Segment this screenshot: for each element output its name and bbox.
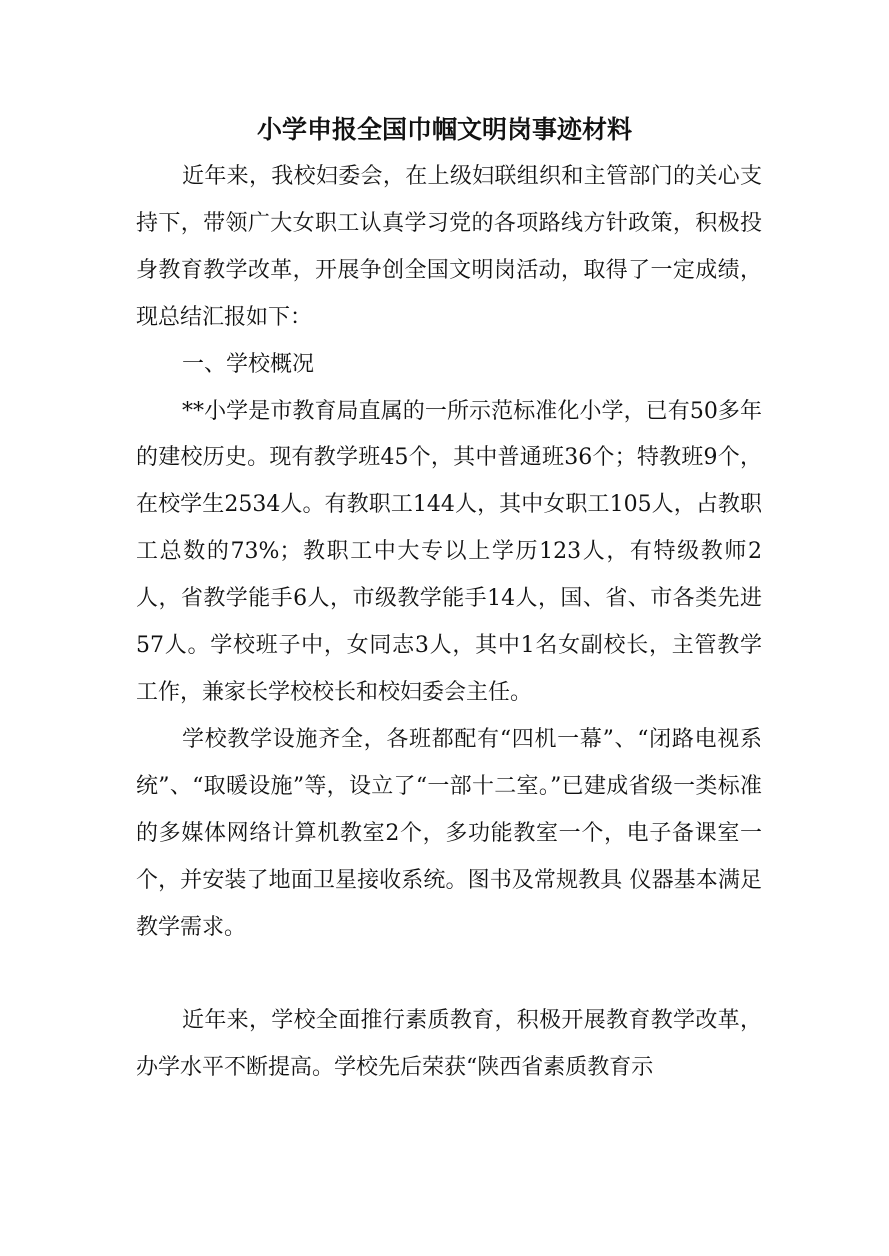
paragraph-quality-education: 近年来，学校全面推行素质教育，积极开展教育教学改革，办学水平不断提高。学校先后荣获“陕西省素质教育示	[136, 1008, 762, 1081]
paragraph-spacer	[136, 951, 762, 998]
document-body	[136, 154, 762, 1092]
paragraph-facilities: 学校教学设施齐全，各班都配有“四机一幕”、“闭路电视系统”、“取暖设施”等，设立了“一部十二室。”已建成省级一类标准的多媒体网络计算机教室2个，多功能教室一个，电子备课室一个，并安装了地面卫星接收系统。图书及常规教具 仪器基本满足教学需求。	[136, 726, 762, 940]
paragraph-school-stats: **小学是市教育局直属的一所示范标准化小学，已有50多年的建校历史。现有教学班45个，其中普通班36个；特教班9个，在校学生2534人。有教职工144人，其中女职工105人，占教职工总数的73%；教职工中大专以上学历123人，有特级教师2人，省教学能手6人，市级教学能手14人，国、省、市各类先进57人。学校班子中，女同志3人，其中1名女副校长，主管教学工作，兼家长学校校长和校妇委会主任。	[136, 398, 762, 705]
document-title: 小学申报全国巾帼文明岗事迹材料	[256, 115, 632, 144]
paragraph-intro: 近年来，我校妇委会，在上级妇联组织和主管部门的关心支持下，带领广大女职工认真学习党的各项路线方针政策，积极投身教育教学改革，开展争创全国文明岗活动，取得了一定成绩，现总结汇报如下：	[136, 164, 762, 330]
section-heading-school-overview: 一、学校概况	[182, 351, 315, 377]
